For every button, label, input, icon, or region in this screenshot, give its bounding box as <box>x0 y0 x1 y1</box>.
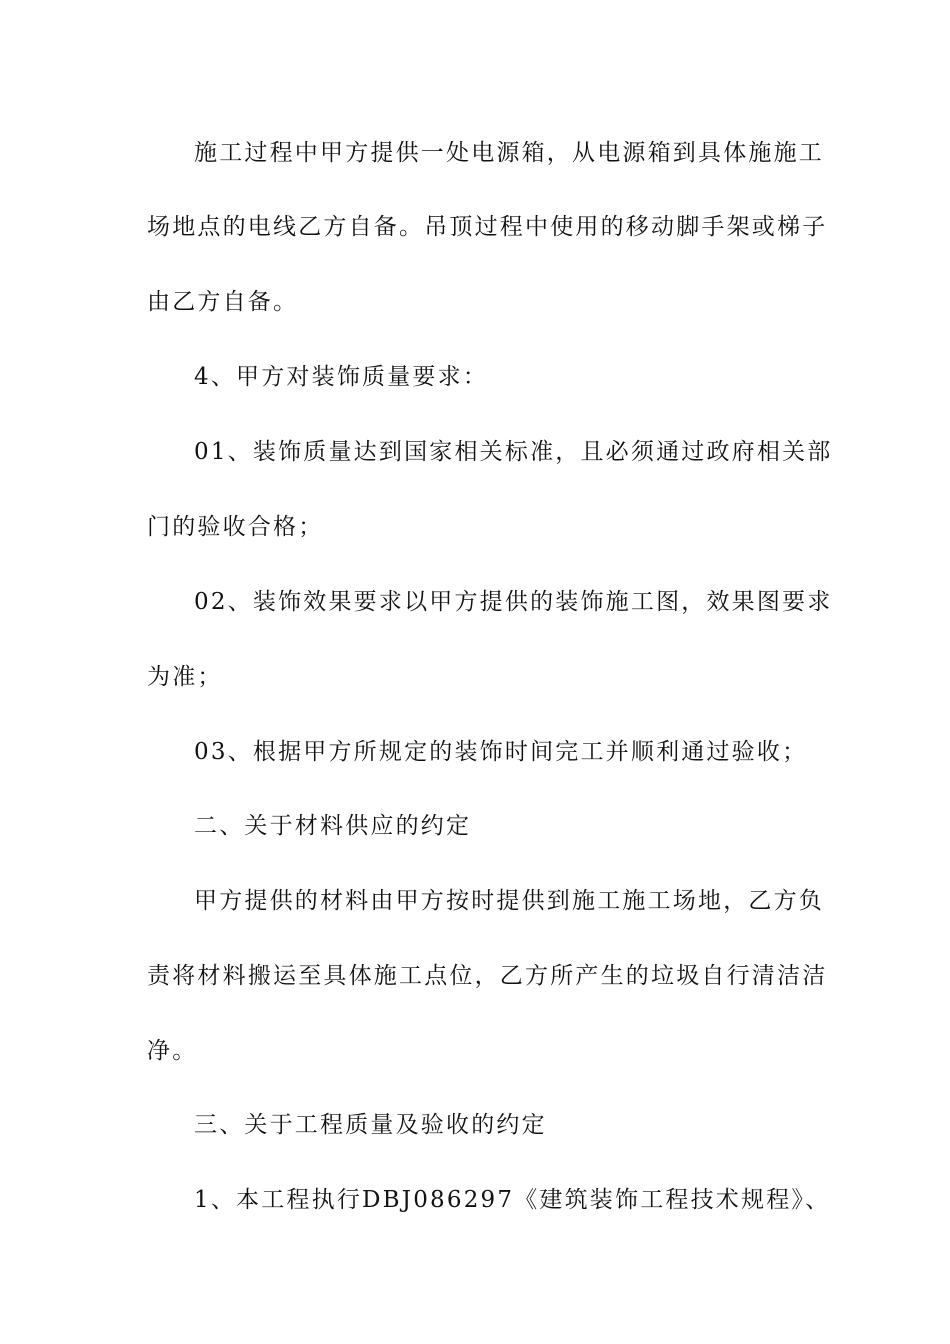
item-03: 03、根据甲方所规定的装饰时间完工并顺利通过验收； <box>194 739 808 765</box>
clause-1-standard: 1、本工程执行DBJ086297《建筑装饰工程技术规程》、 <box>194 1187 831 1213</box>
paragraph-power-supply-line-3: 由乙方自备。 <box>147 289 299 315</box>
section-heading-materials: 二、关于材料供应的约定 <box>194 813 472 839</box>
heading-quality-requirements: 4、甲方对装饰质量要求： <box>194 364 489 390</box>
paragraph-materials-line-1: 甲方提供的材料由甲方按时提供到施工施工场地，乙方负 <box>194 888 824 914</box>
item-01-line-2: 门的验收合格； <box>147 514 324 540</box>
item-02-line-1: 02、装饰效果要求以甲方提供的装饰施工图，效果图要求 <box>194 589 833 615</box>
paragraph-materials-line-2: 责将材料搬运至具体施工点位，乙方所产生的垃圾自行清洁洁 <box>147 963 828 989</box>
paragraph-materials-line-3: 净。 <box>147 1038 198 1064</box>
paragraph-power-supply-line-2: 场地点的电线乙方自备。吊顶过程中使用的移动脚手架或梯子 <box>147 214 828 240</box>
paragraph-power-supply-line-1: 施工过程中甲方提供一处电源箱，从电源箱到具体施施工 <box>194 140 824 166</box>
item-02-line-2: 为准； <box>147 664 223 690</box>
section-heading-quality-acceptance: 三、关于工程质量及验收的约定 <box>194 1112 547 1138</box>
item-01-line-1: 01、装饰质量达到国家相关标准，且必须通过政府相关部 <box>194 439 833 465</box>
